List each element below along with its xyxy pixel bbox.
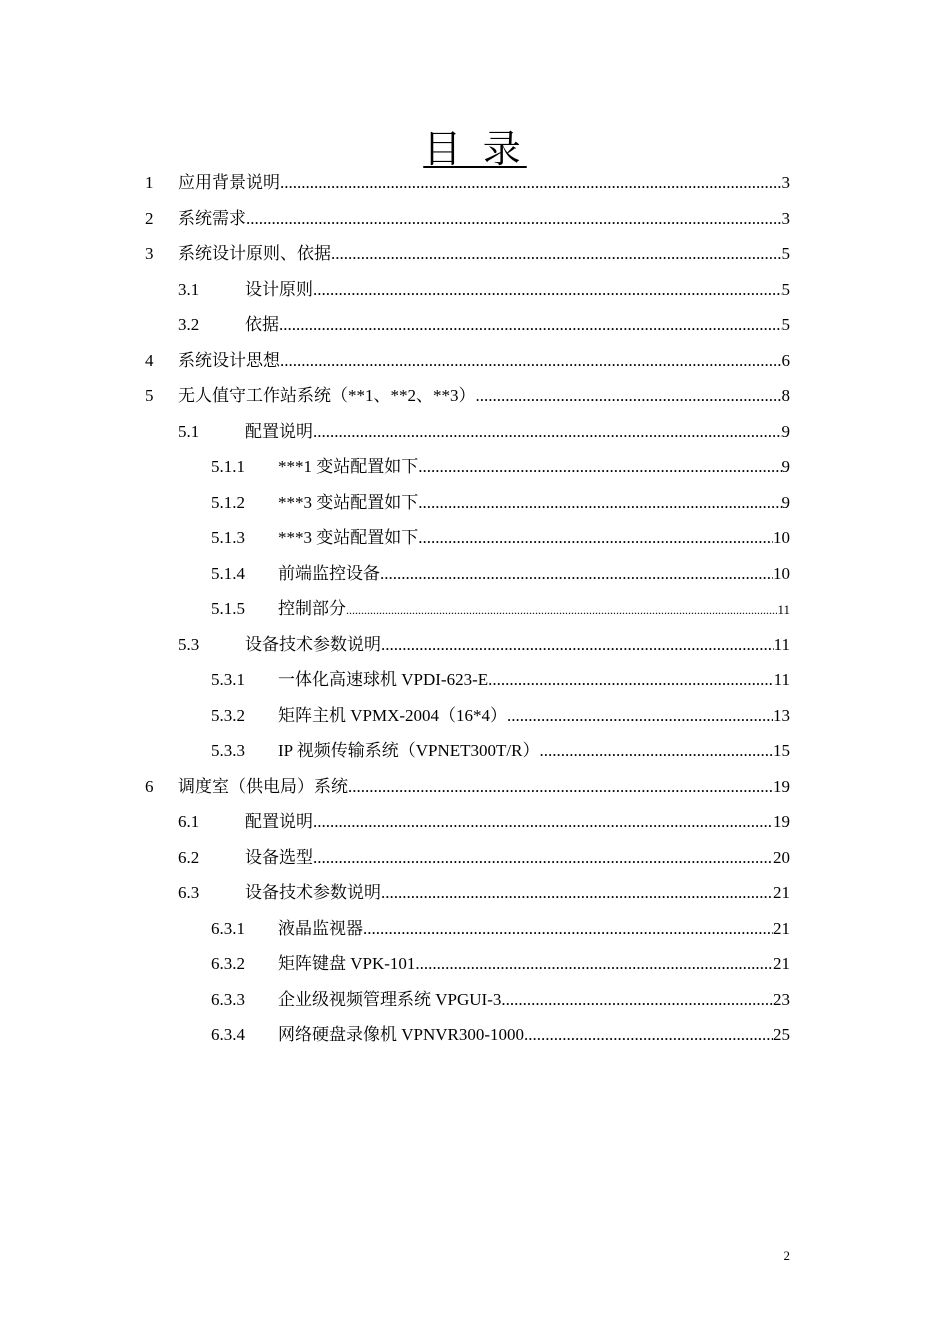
toc-entry-page: 21 — [773, 918, 790, 938]
toc-entry[interactable] — [211, 736, 790, 766]
toc-dot-leader — [380, 559, 773, 589]
toc-entry[interactable] — [211, 559, 790, 589]
toc-entry[interactable] — [178, 417, 790, 447]
toc-entry-title: 设备技术参数说明 — [245, 634, 381, 654]
toc-entry[interactable] — [178, 807, 790, 837]
toc-entry-title: ***3 变站配置如下 — [278, 492, 419, 512]
toc-entry[interactable] — [211, 665, 790, 695]
toc-entry-title: 前端监控设备 — [278, 563, 380, 583]
toc-entry-number: 6.2 — [178, 847, 200, 867]
toc-dot-leader — [418, 523, 773, 553]
toc-entry-number: 4 — [145, 350, 154, 370]
toc-entry-title: 矩阵主机 VPMX-2004（16*4） — [278, 705, 508, 725]
toc-entry[interactable] — [211, 594, 790, 624]
toc-entry-number: 5.1 — [178, 421, 200, 441]
toc-entry-title: 设备选型 — [245, 847, 313, 867]
toc-entry-page: 19 — [773, 812, 790, 831]
toc-dot-leader — [348, 772, 773, 802]
toc-entry-number: 5.3 — [178, 634, 200, 654]
toc-entry-title: 系统设计原则、依据 — [178, 244, 331, 263]
toc-entry[interactable] — [178, 275, 790, 305]
toc-entry-number: 5.3.2 — [211, 705, 245, 725]
page-number: 2 — [783, 1248, 790, 1263]
toc-dot-leader — [346, 594, 777, 625]
toc-entry-number: 5 — [145, 386, 154, 405]
toc-dot-leader — [331, 239, 782, 269]
toc-entry-page: 25 — [773, 1025, 790, 1044]
toc-entry[interactable] — [211, 949, 790, 979]
toc-entry-title: 系统设计思想 — [178, 350, 280, 370]
toc-dot-leader — [539, 736, 773, 766]
toc-entry-page: 10 — [773, 563, 790, 583]
toc-entry[interactable] — [211, 488, 790, 518]
toc-entry-number: 3.2 — [178, 315, 200, 334]
toc-dot-leader — [507, 701, 773, 731]
toc-dot-leader — [381, 878, 773, 908]
toc-entry-page: 11 — [777, 602, 790, 617]
toc-dot-leader — [280, 346, 782, 376]
toc-entry[interactable] — [211, 914, 790, 944]
toc-entry-page: 13 — [773, 705, 790, 725]
toc-entry-page: 21 — [773, 883, 790, 902]
toc-dot-leader — [524, 1020, 773, 1050]
toc-entry-title: 液晶监视器 — [278, 918, 363, 938]
toc-entry-title: ***1 变站配置如下 — [278, 457, 419, 476]
toc-dot-leader — [381, 630, 774, 660]
toc-entry-page: 15 — [773, 741, 790, 760]
toc-entry-page: 9 — [781, 457, 790, 476]
toc-entry-title: 网络硬盘录像机 VPNVR300-1000 — [278, 1025, 525, 1044]
toc-entry[interactable] — [145, 772, 790, 802]
toc-dot-leader — [313, 807, 773, 837]
toc-entry[interactable] — [145, 381, 790, 411]
toc-dot-leader — [415, 949, 773, 979]
toc-dot-leader — [246, 204, 782, 234]
toc-dot-leader — [280, 168, 782, 198]
toc-entry-page: 8 — [781, 386, 790, 405]
toc-entry[interactable] — [178, 310, 790, 340]
toc-dot-leader — [313, 843, 773, 873]
toc-entry-number: 2 — [145, 208, 154, 228]
toc-dot-leader — [488, 665, 773, 695]
toc-entry[interactable] — [211, 523, 790, 553]
toc-entry-number: 1 — [145, 173, 154, 192]
toc-entry-page: 11 — [773, 670, 790, 689]
toc-entry-title: 一体化高速球机 VPDI-623-E — [278, 670, 489, 689]
toc-entry[interactable] — [145, 204, 790, 234]
toc-entry-page: 6 — [781, 350, 790, 370]
toc-entry-page: 5 — [781, 244, 790, 263]
toc-entry[interactable] — [145, 239, 790, 269]
toc-entry-title: 无人值守工作站系统（**1、**2、**3） — [178, 386, 476, 405]
toc-entry-title: 依据 — [245, 315, 279, 334]
toc-entry-number: 5.1.4 — [211, 563, 245, 583]
toc-entry-number: 6.3 — [178, 883, 200, 902]
toc-entry-number: 5.1.5 — [211, 599, 245, 618]
toc-entry-page: 5 — [781, 279, 790, 299]
toc-entry-number: 6.3.3 — [211, 989, 245, 1009]
toc-dot-leader — [418, 488, 781, 518]
toc-entry-number: 5.1.3 — [211, 528, 245, 547]
toc-entry-page: 3 — [781, 208, 790, 228]
toc-entry-page: 3 — [781, 173, 790, 192]
toc-entry-page: 9 — [781, 492, 790, 512]
toc-entry-title: 应用背景说明 — [178, 173, 280, 192]
toc-entry-title: ***3 变站配置如下 — [278, 528, 419, 547]
toc-entry-page: 11 — [773, 634, 790, 654]
toc-dot-leader — [501, 985, 773, 1015]
toc-entry-title: 矩阵键盘 VPK-101 — [278, 954, 416, 973]
toc-entry-title: 设计原则 — [245, 279, 313, 299]
toc-entry[interactable] — [211, 452, 790, 482]
toc-entry-number: 3 — [145, 244, 154, 263]
toc-entry-page: 19 — [773, 776, 790, 796]
toc-dot-leader — [363, 914, 773, 944]
toc-dot-leader — [313, 275, 782, 305]
toc-entry[interactable] — [178, 630, 790, 660]
toc-entry-page: 20 — [773, 847, 790, 867]
toc-entry-title: 系统需求 — [178, 208, 246, 228]
toc-entry-page: 10 — [773, 528, 790, 547]
toc-entry[interactable] — [178, 843, 790, 873]
toc-entry[interactable] — [211, 985, 790, 1015]
toc-entry-number: 6.3.2 — [211, 954, 245, 973]
toc-entry[interactable] — [145, 346, 790, 376]
toc-dot-leader — [279, 310, 782, 340]
toc-entry-number: 5.1.2 — [211, 492, 245, 512]
toc-entry-number: 5.3.1 — [211, 670, 245, 689]
toc-entry-title: 企业级视频管理系统 VPGUI-3 — [278, 989, 502, 1009]
toc-entry-page: 23 — [773, 989, 790, 1009]
toc-entry[interactable] — [178, 878, 790, 908]
toc-entry[interactable] — [211, 1020, 790, 1050]
toc-dot-leader — [418, 452, 781, 482]
toc-dot-leader — [313, 417, 782, 447]
toc-entry-number: 5.3.3 — [211, 741, 245, 760]
toc-entry-number: 6 — [145, 776, 154, 796]
toc-entry-page: 21 — [773, 954, 790, 973]
toc-entry[interactable] — [145, 168, 790, 198]
toc-entry-title: 设备技术参数说明 — [245, 883, 381, 902]
toc-entry-title: 控制部分 — [278, 599, 346, 618]
toc-entry-number: 6.3.4 — [211, 1025, 245, 1044]
toc-entry-title: 配置说明 — [245, 421, 313, 441]
toc-entry-title: IP 视频传输系统（VPNET300T/R） — [278, 741, 540, 760]
toc-entry[interactable] — [211, 701, 790, 731]
toc-entry-number: 5.1.1 — [211, 457, 245, 476]
title-text: 目 录 — [423, 129, 527, 171]
toc-entry-number: 3.1 — [178, 279, 200, 299]
toc-entry-page: 5 — [781, 315, 790, 334]
toc-entry-page: 9 — [781, 421, 790, 441]
toc-entry-title: 配置说明 — [245, 812, 313, 831]
toc-dot-leader — [476, 381, 782, 411]
toc-entry-number: 6.3.1 — [211, 918, 245, 938]
toc-entry-title: 调度室（供电局）系统 — [178, 776, 348, 796]
toc-entry-number: 6.1 — [178, 812, 200, 831]
